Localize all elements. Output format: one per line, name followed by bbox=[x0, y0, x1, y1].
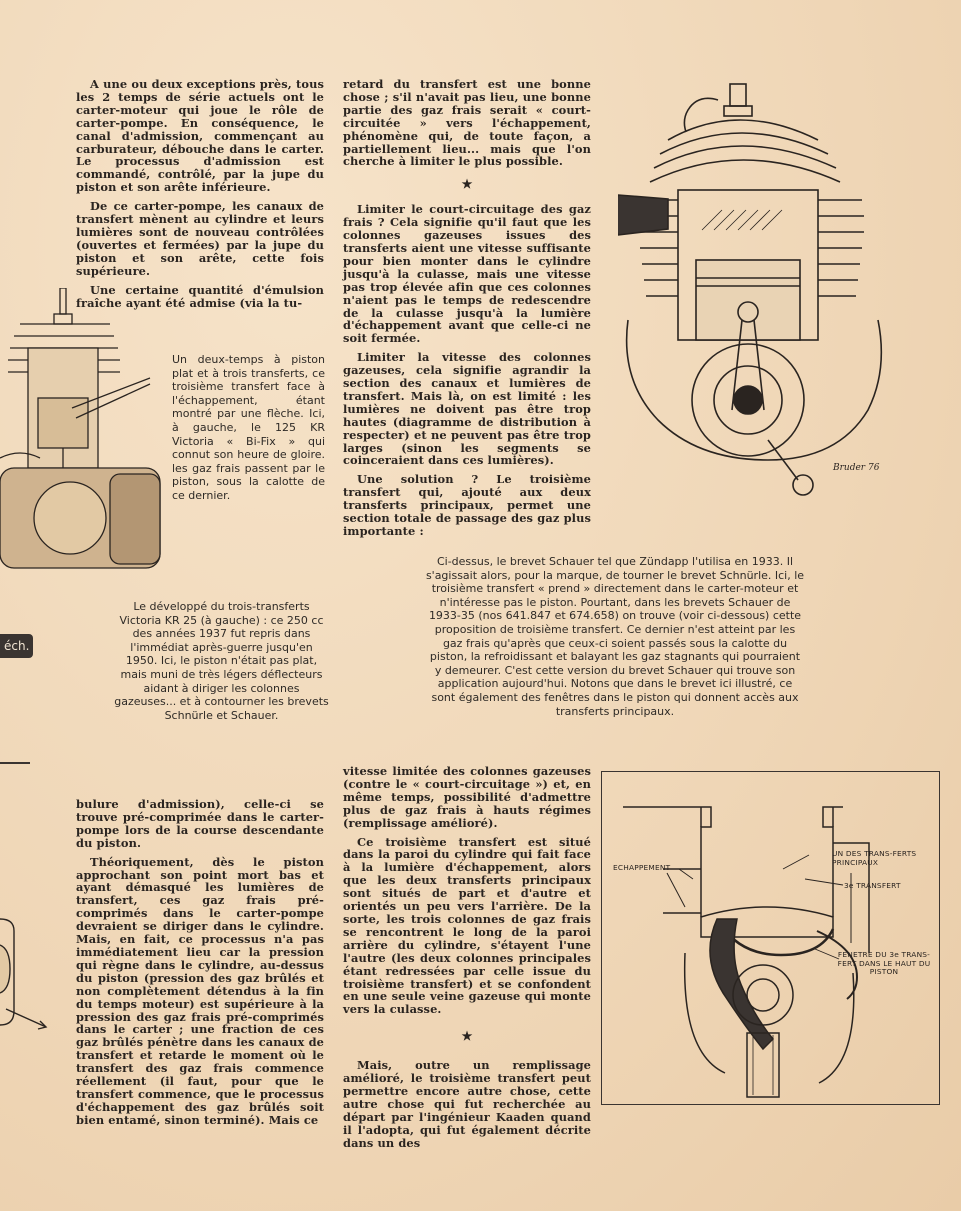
paragraph: vitesse limitée des colonnes gazeuses (contre le « court-circuitage ») et, en même temps, possibilité d'admettre plus de gaz frais à hauts régimes (remplissage amélioré). bbox=[343, 764, 591, 830]
paragraph: A une ou deux exceptions près, tous les 2 temps de série actuels ont le carter-moteur qui joue le rôle de carter-pompe. En conséquence, le canal d'admission, commençant au carburateur, débouche dans le carter. Le processus d'admission est commandé, contrôlé, par la jupe du piston et son arête inférieure. bbox=[76, 77, 324, 195]
star-separator: ★ bbox=[461, 1029, 473, 1044]
paragraph: Théoriquement, dès le piston approchant son point mort bas et ayant démasqué les lumières de transfert, ces gaz frais pré-comprimés dans le carter-pompe devraient se diriger dans le cylindre. Mais, en fait, ce processus n'a pas immédiatement lieu car la pression qui règne dans le cylindre, au-dessus du piston (pression des gaz brûlés et non complètement détendus à la fin du temps moteur) est supérieure à la pression des gaz frais pré-comprimés dans le carter ; une fraction de ces gaz brûlés pénètre dans les canaux de transfert et retarde le moment où le transfert des gaz frais commence réellement (il faut, pour que le transfert commence, que le processus d'échappement des gaz brûlés soit bien entamé, sinon terminé). Mais ce bbox=[76, 854, 324, 1127]
schauer-transfer-diagram bbox=[603, 773, 938, 1103]
paragraph: De ce carter-pompe, les canaux de transfert mènent au cylindre et leurs lumières sont de nouveau contrôlées (ouvertes et fermées) par la jupe du piston et son arête, cette fois supérieure. bbox=[76, 199, 324, 278]
carburetor-partial-illustration bbox=[0, 915, 48, 1035]
diagram-label-window: FENETRE DU 3e TRANS-FERT DANS LE HAUT DU PISTON bbox=[837, 950, 931, 977]
paragraph: retard du transfert est une bonne chose ; s'il n'avait pas lieu, une bonne partie des gaz frais serait « court-circuitée » vers l'échappement, phénomène qui, de toute façon, a partiellement lieu... mais que l'on cherche à limiter le plus possible. bbox=[343, 77, 591, 169]
article-column-1-top bbox=[76, 78, 324, 315]
diagram-label-exhaust: ECHAPPEMENT bbox=[613, 863, 671, 872]
article-column-2-bottom bbox=[343, 765, 591, 1155]
diagram-label-third-transfer: 3e TRANSFERT bbox=[844, 881, 901, 890]
paragraph: Ce troisième transfert est situé dans la paroi du cylindre qui fait face à la lumière d'échappement, alors que les deux transferts principaux sont situés de part et d'autre et orientés un peu vers l'arrière. De la sorte, les trois colonnes de gaz frais se rencontrent le long de la paroi arrière du cylindre, s'étayent l'une l'autre (les deux colonnes principales étant redressées par celle issue du troisième transfert) et se confondent en une seule veine gazeuse qui monte vers la culasse. bbox=[343, 834, 591, 1017]
paragraph: Limiter la vitesse des colonnes gazeuses, cela signifie agrandir la section des canaux et lumières de transfert. Mais là, on est limité : les lumières ne doivent pas être trop hautes (diagramme de distribution à respecter) et ne peuvent pas être trop larges (sinon les segments se coinceraient dans ces lumières). bbox=[343, 350, 591, 468]
engine-cutaway-illustration bbox=[618, 80, 898, 500]
paragraph: Mais, outre un remplissage amélioré, le troisième transfert peut permettre encore autre chose, cette autre chose qui fut recherchée au départ par l'ingénieur Kaaden quand il l'adopta, qui fut également décrite dans un des bbox=[343, 1058, 591, 1150]
victoria-engine-illustration bbox=[0, 288, 172, 578]
star-separator: ★ bbox=[461, 177, 473, 192]
caption-schauer-patent: Ci-dessus, le brevet Schauer tel que Zündapp l'utilisa en 1933. Il s'agissait alors, pour la marque, de tourner le brevet Schnürle. Ici, le troisième transfert « prend » directement dans le carter-moteur et n'intéresse pas le piston. Pourtant, dans les brevets Schauer de 1933-35 (nos 641.847 et 674.658) on trouve (voir ci-dessous) cette proposition de troisième transfert. Ce dernier n'est atteint par les gaz frais qu'après que ceux-ci soient passés sous la calotte du piston, la refroidissant et balayant les gaz stagnants qui pourraient y demeurer. C'est cette version du brevet Schauer qui trouve son application aujourd'hui. Notons que dans le brevet ici illustré, ce sont également des fenêtres dans le piston qui donnent accès aux transferts principaux. bbox=[425, 555, 805, 718]
paragraph: bulure d'admission), celle-ci se trouve pré-comprimée dans le carter-pompe lors de la course descendante du piston. bbox=[76, 797, 324, 850]
caption-victoria-bifix: Un deux-temps à piston plat et à trois transferts, ce troisième transfert face à l'échappement, étant montré par une flèche. Ici, à gauche, le 125 KR Victoria « Bi-Fix » qui connut son heure de gloire. les gaz frais passent par le piston, sous la calotte de ce dernier. bbox=[172, 353, 325, 502]
caption-victoria-kr25: Le développé du trois-transferts Victoria KR 25 (à gauche) : ce 250 cc des années 1937 fut repris dans l'immédiat après-guerre jusqu'en 1950. Ici, le piston n'était pas plat, mais muni de très légers déflecteurs aidant à diriger les colonnes gazeuses... et à contourner les brevets Schnürle et Schauer. bbox=[114, 600, 329, 722]
divider bbox=[0, 762, 30, 764]
article-column-1-bottom bbox=[76, 798, 324, 1133]
diagram-label-main-transfers: UN DES TRANS-FERTS PRINCIPAUX bbox=[832, 849, 917, 867]
paragraph: Limiter le court-circuitage des gaz frais ? Cela signifie qu'il faut que les colonnes gazeuses issues des transferts aient une vitesse suffisante pour bien monter dans le cylindre jusqu'à la culasse, mais une vitesse pas trop élevée afin que ces colonnes n'aient pas le temps de redescendre de la culasse jusqu'à la lumière d'échappement avant que celle-ci ne soit fermée. bbox=[343, 202, 591, 346]
article-column-2-top bbox=[343, 78, 591, 544]
section-tab: éch. bbox=[0, 634, 33, 658]
artist-signature: Bruder 76 bbox=[833, 463, 880, 473]
paragraph: Une certaine quantité d'émulsion fraîche ayant été admise (via la tu- bbox=[76, 282, 324, 310]
paragraph: Une solution ? Le troisième transfert qui, ajouté aux deux transferts principaux, permet une section totale de passage des gaz plus importante : bbox=[343, 472, 591, 538]
